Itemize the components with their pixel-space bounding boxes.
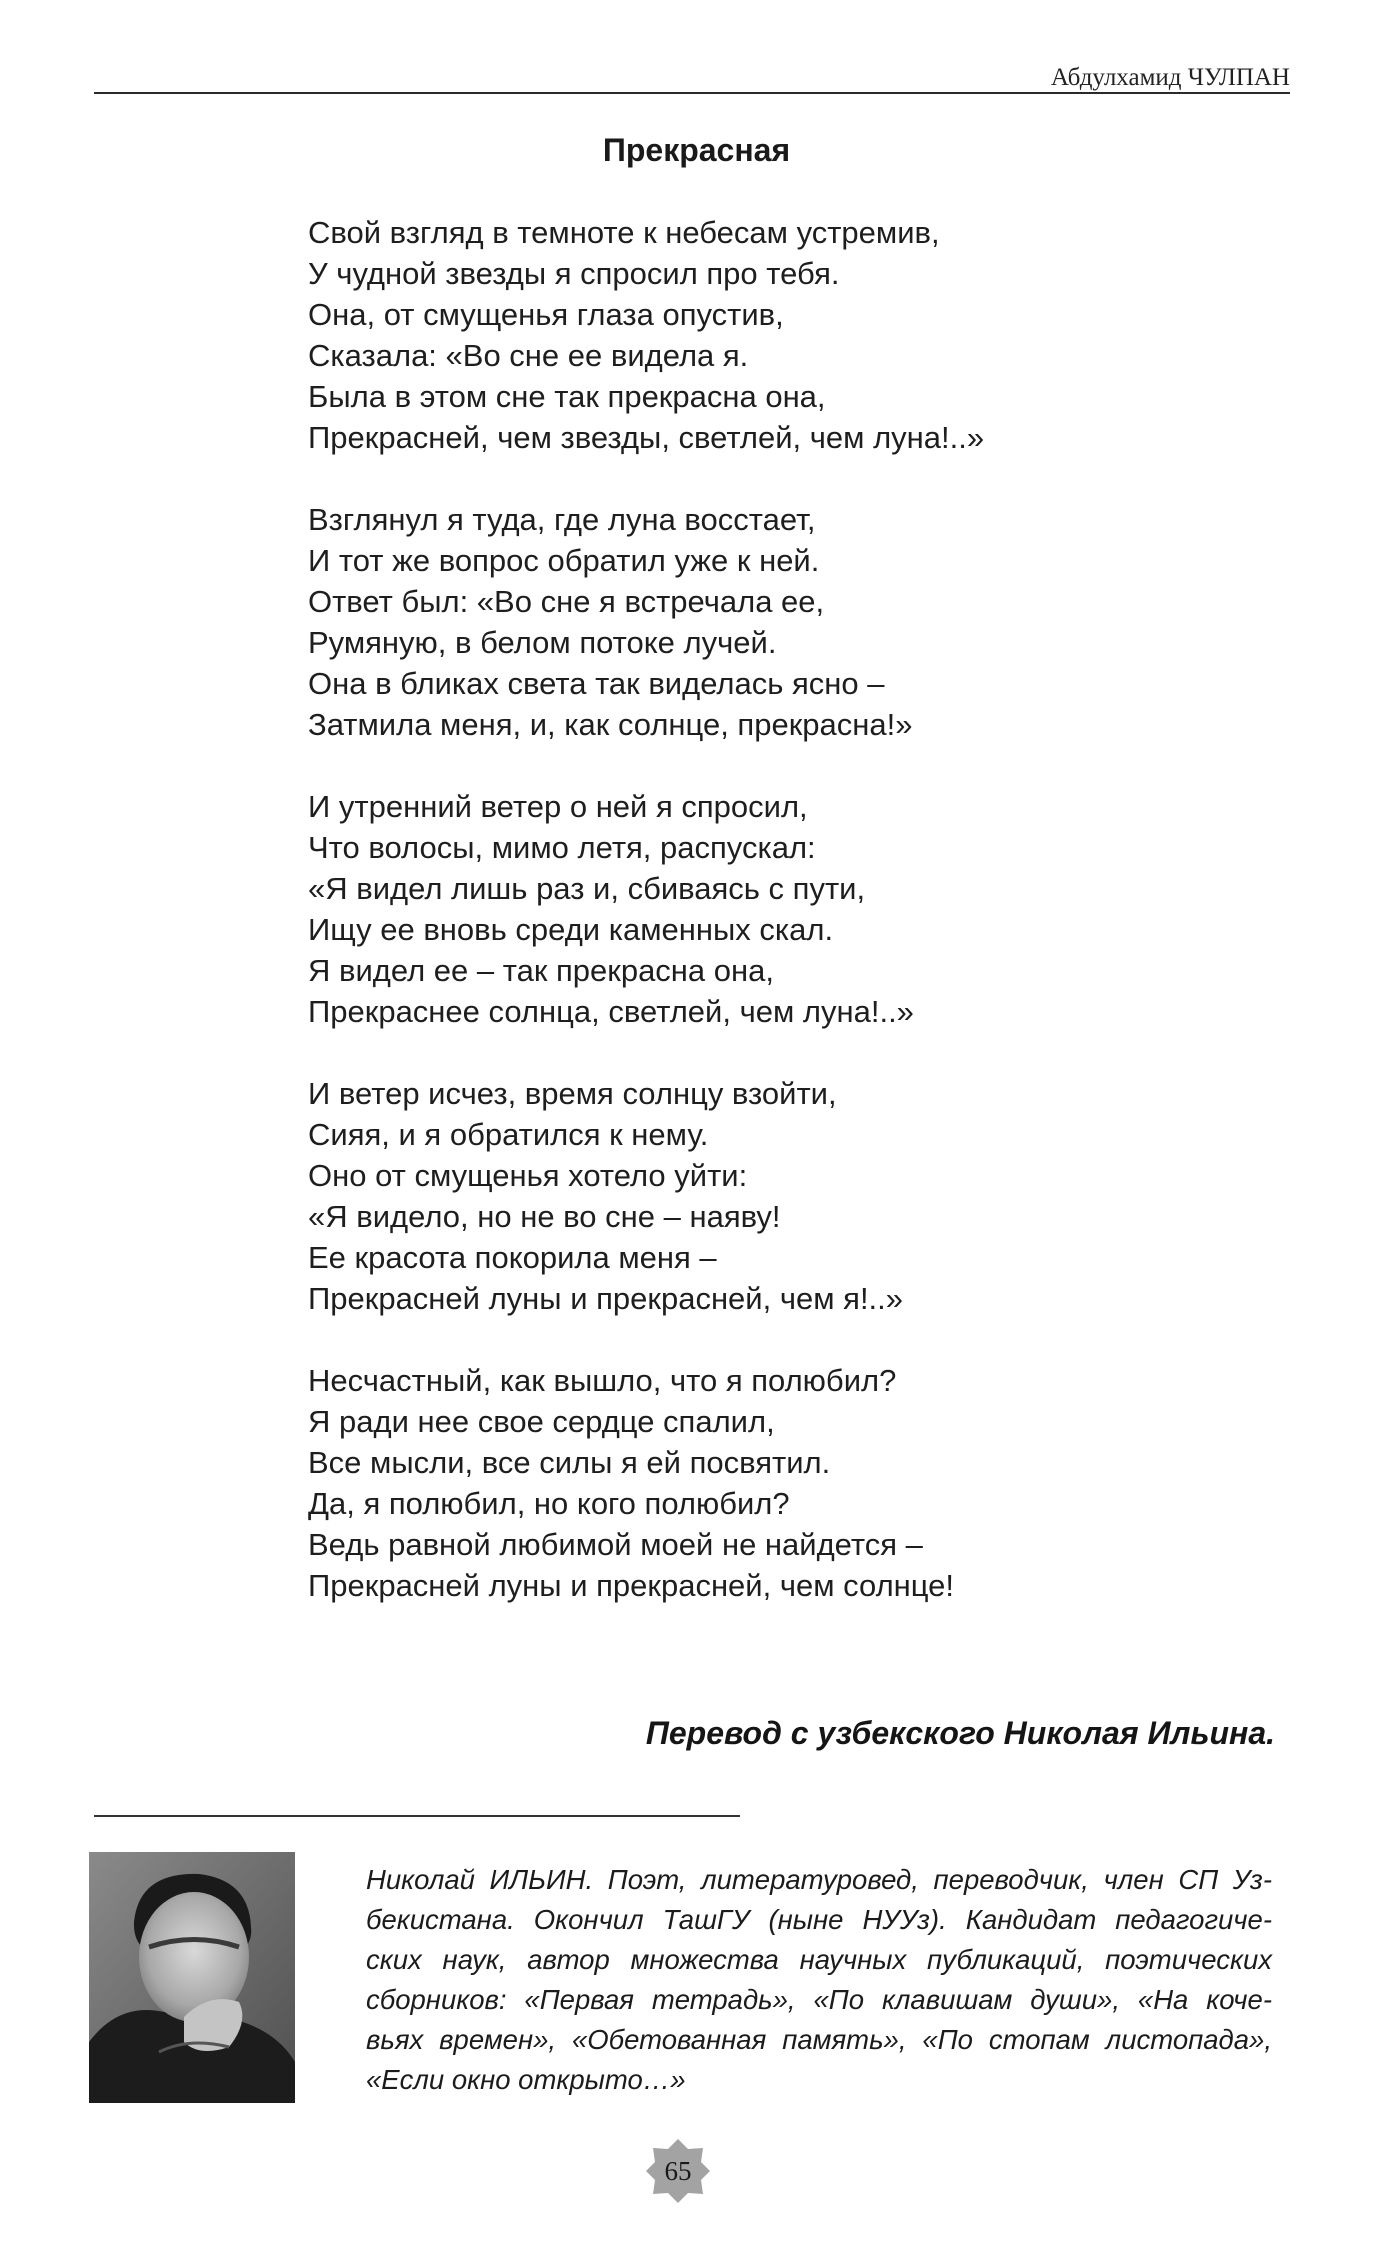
page-number: 65: [664, 2156, 692, 2186]
poem-line: Прекрасней, чем звезды, светлей, чем луна!..»: [308, 420, 985, 455]
author-portrait: [89, 1852, 295, 2103]
page-number-badge: [643, 2136, 713, 2206]
poem-line: «Я видел лишь раз и, сбиваясь с пути,: [308, 871, 866, 906]
poem-line: Прекрасней луны и прекрасней, чем солнце!: [308, 1568, 955, 1603]
poem-line: Затмила меня, и, как солнце, прекрасна!»: [308, 707, 913, 742]
poem-line: Взглянул я туда, где луна восстает,: [308, 502, 816, 537]
poem-body: [308, 212, 1208, 1647]
author-bio: [366, 1860, 1272, 2100]
stanza: [308, 786, 1208, 1032]
bio-line: «Если окно открыто…»: [366, 2064, 686, 2095]
bio-line: ских наук, автор множества научных публикаций, поэтических: [366, 1944, 1272, 1975]
poem-line: Ищу ее вновь среди каменных скал.: [308, 912, 834, 947]
running-head-text: Абдулхамид ЧУЛПАН: [1050, 64, 1290, 91]
poem-line: Оно от смущенья хотело уйти:: [308, 1158, 748, 1193]
translation-credit: Перевод с узбекского Николая Ильина.: [645, 1715, 1275, 1751]
poem-line: И утренний ветер о ней я спросил,: [308, 789, 808, 824]
poem-line: Была в этом сне так прекрасна она,: [308, 379, 826, 414]
stanza: [308, 1360, 1208, 1606]
poem-line: «Я видело, но не во сне – наяву!: [308, 1199, 781, 1234]
stanza: [308, 212, 1208, 458]
poem-line: Ведь равной любимой моей не найдется –: [308, 1527, 923, 1562]
poem-line: Она в бликах света так виделась ясно –: [308, 666, 885, 701]
poem-line: Несчастный, как вышло, что я полюбил?: [308, 1363, 897, 1398]
poem-line: Сказала: «Во сне ее видела я.: [308, 338, 749, 373]
poem-line: Ответ был: «Во сне я встречала ее,: [308, 584, 825, 619]
poem-line: Ее красота покорила меня –: [308, 1240, 717, 1275]
poem-line: Сияя, и я обратился к нему.: [308, 1117, 709, 1152]
poem-line: У чудной звезды я спросил про тебя.: [308, 256, 840, 291]
running-head: [94, 62, 1290, 94]
poem-line: Что волосы, мимо летя, распускал:: [308, 830, 816, 865]
poem-line: Я ради нее свое сердце спалил,: [308, 1404, 775, 1439]
stanza: [308, 1073, 1208, 1319]
bio-line: Николай ИЛЬИН. Поэт, литературовед, переводчик, член СП Уз-: [366, 1864, 1272, 1895]
poem-line: Я видел ее – так прекрасна она,: [308, 953, 774, 988]
stanza: [308, 499, 1208, 745]
poem-line: Свой взгляд в темноте к небесам устремив,: [308, 215, 940, 250]
portrait-photo: [89, 1852, 295, 2103]
bio-line: вьях времен», «Обетованная память», «По стопам листопада»,: [366, 2024, 1272, 2055]
footnote-divider: [94, 1815, 740, 1817]
poem-line: Румяную, в белом потоке лучей.: [308, 625, 777, 660]
poem-line: Да, я полюбил, но кого полюбил?: [308, 1486, 790, 1521]
poem-title: Прекрасная: [602, 132, 791, 168]
bio-line: бекистана. Окончил ТашГУ (ныне НУУз). Кандидат педагогиче-: [366, 1904, 1272, 1935]
bio-line: сборников: «Первая тетрадь», «По клавишам души», «На коче-: [366, 1984, 1272, 2015]
poem-line: И тот же вопрос обратил уже к ней.: [308, 543, 820, 578]
poem-line: Она, от смущенья глаза опустив,: [308, 297, 784, 332]
poem-line: Прекрасней луны и прекрасней, чем я!..»: [308, 1281, 904, 1316]
poem-line: Прекраснее солнца, светлей, чем луна!..»: [308, 994, 914, 1029]
poem-line: И ветер исчез, время солнцу взойти,: [308, 1076, 837, 1111]
poem-line: Все мысли, все силы я ей посвятил.: [308, 1445, 831, 1480]
